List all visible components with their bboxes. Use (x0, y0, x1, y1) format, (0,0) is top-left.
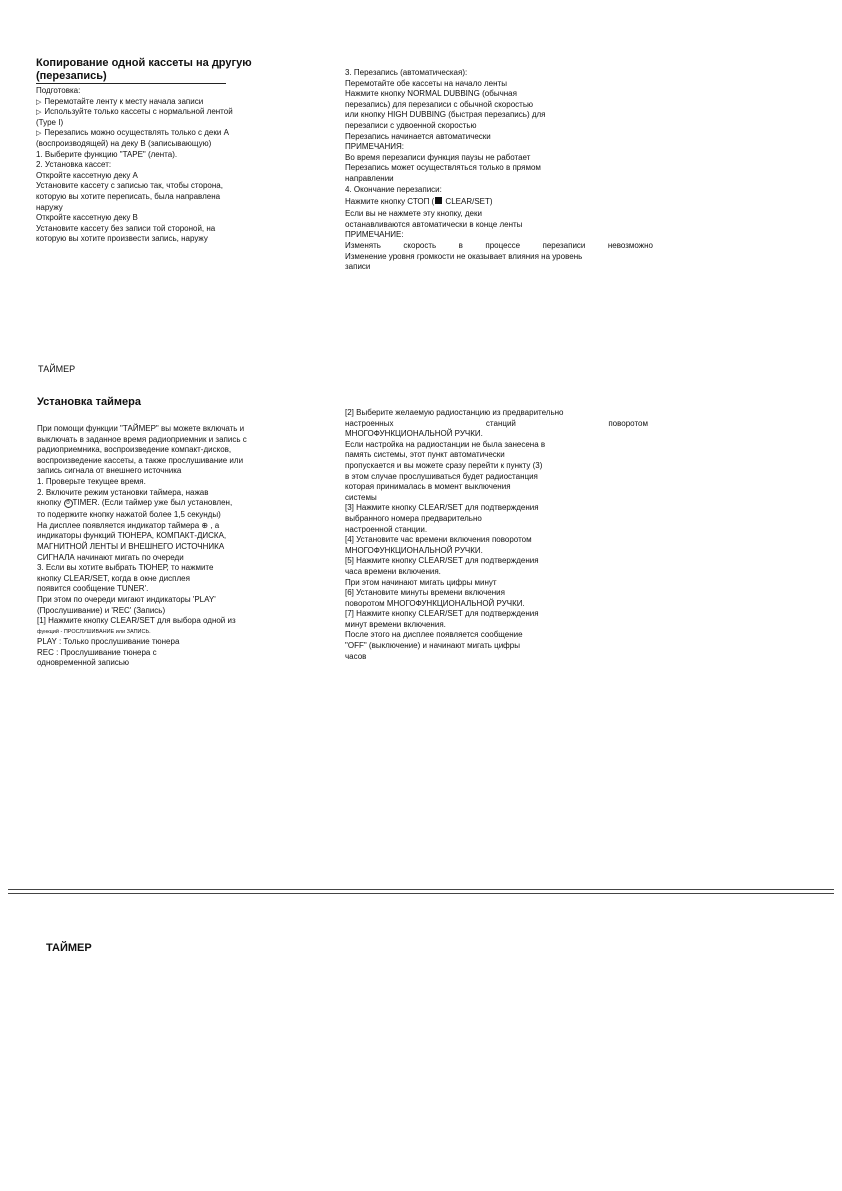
timer-line: кнопку CLEAR/SET, когда в окне дисплея (37, 573, 190, 583)
copy-line: которую вы хотите произвести запись, наружу (36, 234, 208, 244)
timer-line: которая принималась в момент выключения (345, 482, 511, 492)
copy-title-line1: Копирование одной кассеты на другую (36, 57, 252, 69)
timer-left-column (37, 424, 312, 669)
dubbing-line: записи (345, 262, 371, 272)
triangle-bullet-icon: ▷ (36, 109, 42, 117)
copy-line: наружу (36, 202, 63, 212)
copy-title (36, 57, 326, 84)
timer-line: появится сообщение TUNER'. (37, 584, 149, 594)
copy-section (36, 57, 326, 245)
copy-body (36, 86, 326, 245)
timer-line: часов (345, 651, 367, 661)
timer-line: REC : Прослушивание тюнера с (37, 647, 157, 657)
copy-line: 2. Установка кассет: (36, 160, 112, 170)
timer-line: При этом начинают мигать цифры минут (345, 577, 497, 587)
timer-line: системы (345, 492, 377, 502)
dubbing-line: ПРИМЕЧАНИЯ: (345, 142, 405, 152)
dubbing-line: перезаписи с удвоенной скоростью (345, 120, 477, 130)
dubbing-line: Нажмите кнопку NORMAL DUBBING (обычная (345, 89, 517, 99)
timer-line: МАГНИТНОЙ ЛЕНТЫ И ВНЕШНЕГО ИСТОЧНИКА (37, 541, 225, 551)
dubbing-line: перезапись) для перезаписи с обычной скоростью (345, 99, 533, 109)
timer-line: PLAY : Только прослушивание тюнера (37, 637, 180, 647)
timer-line: радиоприемника, воспроизведение компакт-дисков, (37, 445, 232, 455)
page-divider (8, 889, 834, 894)
timer-clock-icon: ⏱ (64, 499, 73, 508)
timer-line: На дисплее появляется индикатор таймера ⊕ , а (37, 520, 220, 530)
timer-line: функций - ПРОСЛУШИВАНИЕ или ЗАПИСЬ. (37, 628, 151, 635)
timer-line: выбранного номера предварительно (345, 513, 482, 523)
timer-line: [2] Выберите желаемую радиостанцию из предварительно (345, 408, 564, 417)
dubbing-line: направлении (345, 173, 394, 183)
dubbing-line: останавливаются автоматически в конце ленты (345, 219, 523, 229)
timer-line: "OFF" (выключение) и начинают мигать цифры (345, 641, 520, 651)
timer-line: поворотом МНОГОФУНКЦИОНАЛЬНОЙ РУЧКИ. (345, 598, 525, 608)
copy-title-line2: (перезапись) (36, 70, 226, 84)
timer-line: (Прослушивание) и 'REC' (Запись) (37, 605, 166, 615)
timer-line: [4] Установите час времени включения поворотом (345, 535, 532, 545)
copy-line: ▷ Перемотайте ленту к месту начала записи (36, 96, 204, 106)
timer-line: 1. Проверьте текущее время. (37, 476, 146, 486)
copy-line: Откройте кассетную деку B (36, 213, 138, 223)
timer-line: память системы, этот пункт автоматически (345, 450, 505, 460)
timer-line: МНОГОФУНКЦИОНАЛЬНОЙ РУЧКИ. (345, 429, 483, 439)
timer-line: часа времени включения. (345, 566, 441, 576)
dubbing-body (345, 68, 653, 273)
timer-line: в этом случае прослушиваться будет радиостанция (345, 471, 538, 481)
copy-line: 1. Выберите функцию "TAPE" (лента). (36, 149, 178, 159)
dubbing-section (345, 68, 653, 273)
dubbing-line: или кнопку HIGH DUBBING (быстрая перезапись) для (345, 110, 546, 120)
timer-line: После этого на дисплее появляется сообщение (345, 630, 523, 640)
triangle-bullet-icon: ▷ (36, 98, 42, 106)
timer-line: минут времени включения. (345, 619, 446, 629)
timer-line: МНОГОФУНКЦИОНАЛЬНОЙ РУЧКИ. (345, 545, 483, 555)
timer-line: пропускается и вы можете сразу перейти к пункту (3) (345, 460, 543, 470)
stop-square-icon (435, 197, 442, 204)
copy-line: Установите кассету с записью так, чтобы сторона, (36, 181, 223, 191)
timer-line: 3. Если вы хотите выбрать ТЮНЕР, то нажмите (37, 563, 214, 573)
copy-line: ▷ Перезапись можно осуществлять только с деки A (36, 128, 229, 138)
timer-line: 2. Включите режим установки таймера, нажав (37, 487, 209, 497)
timer-line: [3] Нажмите кнопку CLEAR/SET для подтверждения (345, 503, 539, 513)
timer-line: При помощи функции "ТАЙМЕР" вы можете включать и (37, 424, 245, 433)
timer-line: то подержите кнопку нажатой более 1,5 секунды) (37, 510, 221, 520)
timer-button-line: кнопку ⏱ TIMER. (Если таймер уже был установлен, (37, 498, 233, 508)
timer-line: [6] Установите минуты времени включения (345, 588, 505, 598)
timer-justified-line: настроенных станций поворотом (345, 418, 648, 428)
timer-line: [5] Нажмите кнопку CLEAR/SET для подтверждения (345, 556, 539, 566)
timer-line: СИГНАЛА начинают мигать по очереди (37, 552, 184, 562)
section-label-timer-bottom: ТАЙМЕР (46, 942, 92, 954)
copy-line: Подготовка: (36, 86, 81, 95)
copy-line: ▷ Используйте только кассеты с нормальной лентой (36, 107, 233, 117)
dubbing-justified-line: Изменять скорость в процессе перезаписи невозможно (345, 240, 653, 250)
dubbing-line: Если вы не нажмете эту кнопку, деки (345, 209, 482, 219)
timer-line: При этом по очереди мигают индикаторы 'PLAY' (37, 594, 216, 604)
section-label-timer: ТАЙМЕР (38, 364, 76, 374)
copy-line: (воспроизводящей) на деку B (записывающую) (36, 138, 212, 148)
dubbing-line: Перезапись начинается автоматически (345, 131, 491, 141)
dubbing-stop-line: Нажмите кнопку СТОП ( CLEAR/SET) (345, 197, 493, 207)
dubbing-line: ПРИМЕЧАНИЕ: (345, 230, 404, 240)
timer-line: запись сигнала от внешнего источника (37, 466, 182, 476)
timer-line: Если настройка на радиостанции не была занесена в (345, 439, 546, 449)
triangle-bullet-icon: ▷ (36, 130, 42, 138)
timer-line: одновременной записью (37, 658, 129, 668)
copy-line: Установите кассету без записи той стороной, на (36, 223, 216, 233)
copy-line: Откройте кассетную деку A (36, 170, 138, 180)
timer-right-column (345, 408, 650, 662)
timer-line: настроенной станции. (345, 524, 428, 534)
timer-title: Установка таймера (37, 396, 141, 408)
timer-line: индикаторы функций ТЮНЕРА, КОМПАКТ-ДИСКА, (37, 531, 227, 541)
dubbing-line: Изменение уровня громкости не оказывает влияния на уровень (345, 251, 583, 261)
dubbing-line: Перезапись может осуществляться только в прямом (345, 163, 541, 173)
timer-line: [1] Нажмите кнопку CLEAR/SET для выбора одной из (37, 616, 236, 626)
timer-line: [7] Нажмите кнопку CLEAR/SET для подтверждения (345, 609, 539, 619)
timer-line: воспроизведение кассеты, а также прослушивание или (37, 455, 244, 465)
timer-line: выключать в заданное время радиоприемник и запись с (37, 434, 247, 444)
copy-line: (Type I) (36, 117, 64, 127)
dubbing-line: Перемотайте обе кассеты на начало ленты (345, 78, 507, 88)
dubbing-line: 4. Окончание перезаписи: (345, 184, 442, 194)
dubbing-line: 3. Перезапись (автоматическая): (345, 68, 468, 77)
dubbing-line: Во время перезаписи функция паузы не работает (345, 152, 531, 162)
copy-line: которую вы хотите переписать, была направлена (36, 191, 221, 201)
